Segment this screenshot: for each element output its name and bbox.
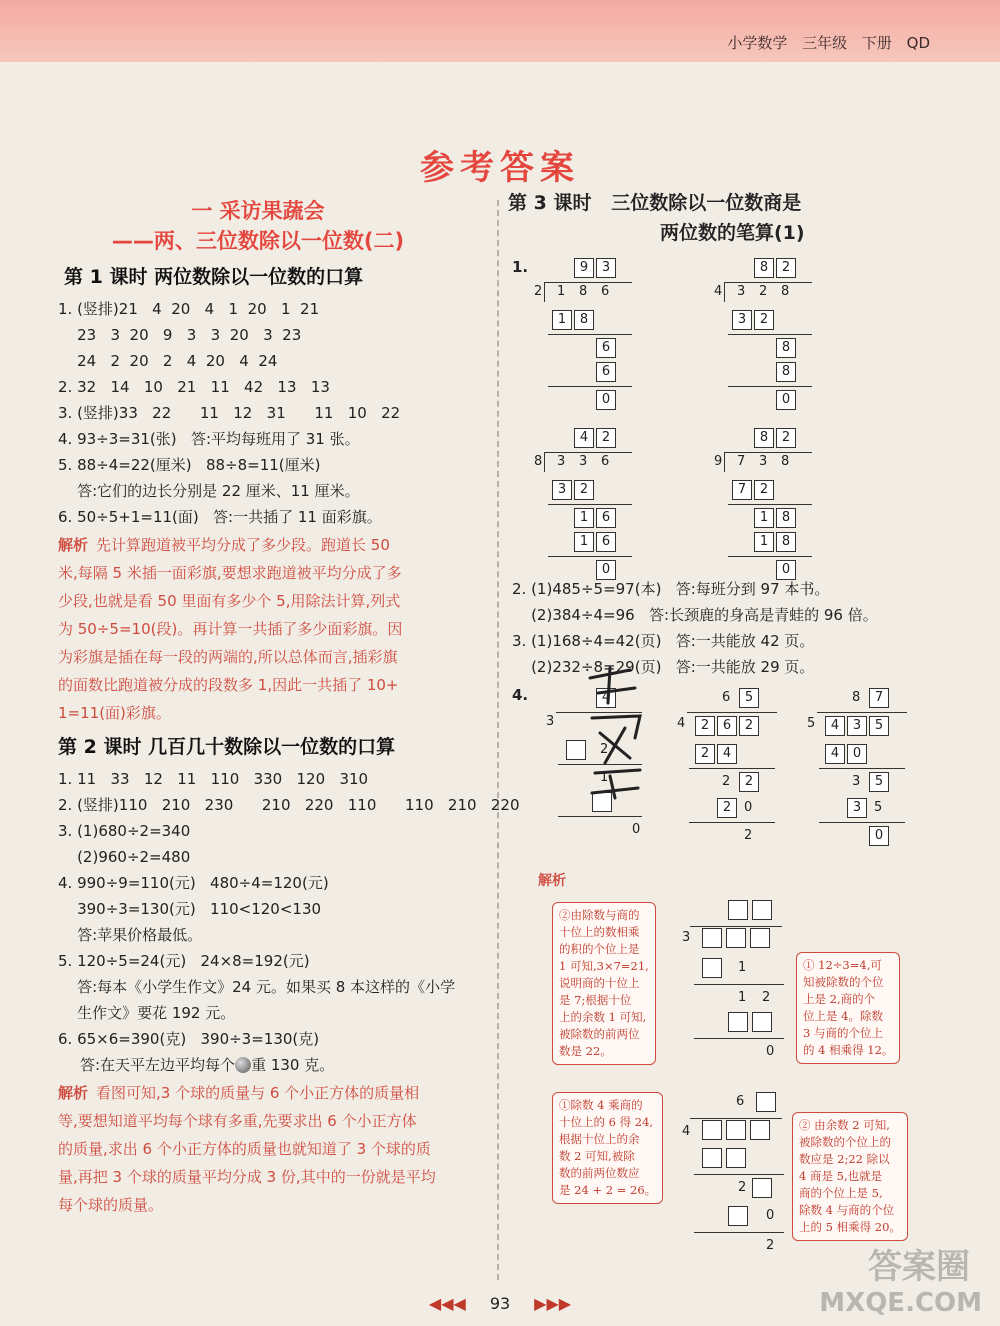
blank-box [726, 928, 746, 948]
dividend-digit: 8 [579, 284, 588, 299]
book-header: 小学数学 三年级 下册 QD [727, 34, 930, 52]
lesson3-title-2: 两位数的笔算(1) [660, 222, 805, 244]
product-box: 4 [825, 744, 845, 764]
division-line [694, 1174, 784, 1175]
digit: 1 [600, 770, 609, 785]
blank-box [752, 1178, 772, 1198]
next-arrows: ▶▶▶ [534, 1294, 572, 1313]
text-line: 等,要想知道平均每个球有多重,先要求出 6 个小正方体 [58, 1112, 417, 1130]
quotient-box: 2 [776, 258, 796, 278]
text-line: 每个球的质量。 [58, 1196, 164, 1214]
dividend-digit: 6 [601, 284, 610, 299]
product-box: 3 [552, 480, 572, 500]
digit: 2 [744, 828, 753, 843]
divisor: 4 [677, 716, 686, 731]
lesson1-note-first [58, 532, 488, 558]
product-box: 1 [574, 532, 594, 552]
answer-text-a: 答:在天平左边平均每个 [80, 1056, 236, 1074]
dividend-box: 2 [739, 716, 759, 736]
blank-box [702, 928, 722, 948]
blank-box [750, 928, 770, 948]
dividend-box: 6 [717, 716, 737, 736]
division-line [817, 712, 907, 713]
product-box: 2 [717, 798, 737, 818]
blank-box [728, 900, 748, 920]
division-line [694, 1038, 784, 1039]
division-bracket [724, 452, 725, 472]
dividend-digit: 6 [601, 454, 610, 469]
text-line: 1=11(面)彩旗。 [58, 704, 171, 722]
division-line [548, 556, 632, 557]
division-line [544, 282, 632, 283]
division-line [728, 334, 812, 335]
text-line: 答:它们的边长分别是 22 厘米、11 厘米。 [58, 482, 360, 500]
remainder-box: 6 [596, 508, 616, 528]
remainder-box: 1 [574, 508, 594, 528]
callout-2: ① 12÷3=4,可 知被除数的个位 上是 2,商的个 位上是 4。除数 3 与商的个位上 的 4 相乘得 12。 [796, 952, 900, 1064]
product-box: 1 [552, 310, 572, 330]
text-line: 3. (1)168÷4=42(页) 答:一共能放 42 页。 [512, 632, 815, 650]
ball-icon [235, 1057, 251, 1073]
divisor: 2 [534, 284, 543, 299]
product-box: 2 [754, 480, 774, 500]
lesson2-title: 第 2 课时 几百几十数除以一位数的口算 [58, 736, 396, 758]
remainder-box: 2 [739, 772, 759, 792]
divisor: 5 [807, 716, 816, 731]
blank-box [756, 1092, 776, 1112]
note-line: 先计算跑道被平均分成了多少段。跑道长 50 [96, 536, 390, 554]
quotient-box: 8 [754, 258, 774, 278]
dividend-digit: 1 [557, 284, 566, 299]
text-line: 6. 50÷5+1=11(面) 答:一共插了 11 面彩旗。 [58, 508, 382, 526]
text-line: 4. 93÷3=31(张) 答:平均每班用了 31 张。 [58, 430, 360, 448]
quotient-box: 3 [596, 258, 616, 278]
division-line [689, 768, 775, 769]
quotient-digit: 8 [852, 690, 861, 705]
text-line: 390÷3=130(元) 110<120<130 [58, 900, 322, 918]
blank-box [752, 900, 772, 920]
dividend-digit: 8 [781, 284, 790, 299]
division-line [690, 926, 782, 927]
digit: 0 [766, 1208, 775, 1223]
division-line [690, 1118, 782, 1119]
dividend-box: 5 [869, 716, 889, 736]
text-line: 4. 990÷9=110(元) 480÷4=120(元) [58, 874, 329, 892]
quotient-box: 4 [574, 428, 594, 448]
answer-text-b: 重 130 克。 [251, 1056, 335, 1074]
column-divider [497, 200, 499, 1280]
digit: 6 [736, 1094, 745, 1109]
dividend-box: 3 [847, 716, 867, 736]
blank-box [702, 958, 722, 978]
digit: 1 [738, 960, 747, 975]
division-bracket [544, 282, 545, 302]
division-line [728, 556, 812, 557]
right-column [508, 188, 958, 248]
text-line: 的质量,求出 6 个小正方体的质量也就知道了 3 个球的质 [58, 1140, 431, 1158]
digit: 0 [632, 822, 641, 837]
product-box: 2 [695, 744, 715, 764]
watermark-url: MXQE.COM [819, 1288, 982, 1318]
text-line: (2)232÷8=29(页) 答:一共能放 29 页。 [512, 658, 815, 676]
division-line [558, 816, 642, 817]
product-box: 6 [596, 362, 616, 382]
division-line [548, 334, 632, 335]
note-label: 解析 [58, 1084, 89, 1102]
blank-box [702, 1148, 722, 1168]
unit-title-2: ——两、三位数除以一位数(二) [111, 229, 405, 253]
division-line [819, 822, 905, 823]
division-line [728, 386, 812, 387]
text-line: 为彩旗是插在每一段的两端的,所以总体而言,插彩旗 [58, 648, 398, 666]
text-line: (2)960÷2=480 [58, 848, 191, 866]
blank-box [726, 1120, 746, 1140]
dividend-digit: 2 [759, 284, 768, 299]
lesson2-answer [80, 1052, 488, 1078]
lesson1-answers [58, 296, 488, 530]
remainder-box: 1 [754, 508, 774, 528]
text-line: 1. (竖排)21 4 20 4 1 20 1 21 [58, 300, 320, 318]
divisor: 8 [534, 454, 543, 469]
final-remainder-box: 0 [596, 390, 616, 410]
top-band [0, 0, 1000, 62]
text-line: 生作文》要花 192 元。 [58, 1004, 236, 1022]
division-line [687, 712, 777, 713]
text-line: (2)384÷4=96 答:长颈鹿的身高是青蛙的 96 倍。 [512, 606, 878, 624]
blank-box [726, 1148, 746, 1168]
digit: 0 [766, 1044, 775, 1059]
lesson3-title-1: 第 3 课时 三位数除以一位数商是 [508, 192, 802, 214]
digit: 2 [600, 742, 609, 757]
callout-1: ②由除数与商的 十位上的数相乘 的积的个位上是 1 可知,3×7=21, 说明商的十位上 是 7;根据十位 上的余数 1 可知, 被除数的前两位 数是 22。 [552, 902, 656, 1065]
q1-label: 1. [512, 258, 529, 276]
dividend-digit: 3 [737, 284, 746, 299]
divisor: 3 [546, 714, 555, 729]
text-line: 24 2 20 2 4 20 4 24 [58, 352, 278, 370]
division-line [548, 504, 632, 505]
division-line [724, 282, 812, 283]
callout-3: ①除数 4 乘商的 十位上的 6 得 24, 根据十位上的余 数 2 可知,被除 数的前两位数应 是 24 + 2 = 26。 [552, 1092, 663, 1204]
product-box: 8 [574, 310, 594, 330]
dividend-box: 4 [825, 716, 845, 736]
product-box: 6 [596, 532, 616, 552]
blank-box [750, 1120, 770, 1140]
blank-box [752, 1012, 772, 1032]
remainder-box: 8 [776, 338, 796, 358]
quotient-box: 2 [776, 428, 796, 448]
final-remainder-box: 0 [776, 390, 796, 410]
blank-box [728, 1012, 748, 1032]
lesson2-note [58, 1108, 488, 1218]
dividend-digit: 3 [557, 454, 566, 469]
divisor: 4 [682, 1124, 691, 1139]
product-box: 3 [847, 798, 867, 818]
text-line: 5. 120÷5=24(元) 24×8=192(元) [58, 952, 310, 970]
blank-box [702, 1120, 722, 1140]
lesson2-note-first [58, 1080, 488, 1106]
product-box: 2 [754, 310, 774, 330]
final-remainder-box: 0 [776, 560, 796, 580]
product-box: 7 [732, 480, 752, 500]
division-line [728, 504, 812, 505]
dividend-digit: 3 [759, 454, 768, 469]
quotient-digit: 6 [722, 690, 731, 705]
quotient-box: 8 [754, 428, 774, 448]
division-bracket [724, 282, 725, 302]
division-line [689, 822, 775, 823]
remainder-box: 5 [869, 772, 889, 792]
product-box: 4 [717, 744, 737, 764]
callout-4: ② 由余数 2 可知, 被除数的个位上的 数应是 2;22 除以 4 商是 5,也就是 商的个位上是 5, 除数 4 与商的个位 上的 5 相乘得 20。 [792, 1112, 908, 1241]
product-box: 0 [847, 744, 867, 764]
text-line: 23 3 20 9 3 3 20 3 23 [58, 326, 302, 344]
quotient-box: 4 [596, 688, 616, 708]
unit-title-1: 一 采访果蔬会 [191, 199, 325, 223]
text-line: 5. 88÷4=22(厘米) 88÷8=11(厘米) [58, 456, 321, 474]
final-remainder-box: 0 [869, 826, 889, 846]
division-line [819, 768, 905, 769]
text-line: 量,再把 3 个球的质量平均分成 3 份,其中的一份就是平均 [58, 1168, 436, 1186]
digit: 3 [852, 774, 861, 789]
divisor: 4 [714, 284, 723, 299]
divisor: 3 [682, 930, 691, 945]
division-line [548, 386, 632, 387]
text-line: 1. 11 33 12 11 110 330 120 310 [58, 770, 369, 788]
product-box: 8 [776, 362, 796, 382]
division-line [694, 984, 784, 985]
division-line [724, 452, 812, 453]
text-line: 答:苹果价格最低。 [58, 926, 203, 944]
text-line: 2. (1)485÷5=97(本) 答:每班分到 97 本书。 [512, 580, 830, 598]
dividend-digit: 7 [737, 454, 746, 469]
final-remainder-box: 0 [596, 560, 616, 580]
quotient-box: 2 [596, 428, 616, 448]
digit: 0 [744, 800, 753, 815]
text-line: 2. (竖排)110 210 230 210 220 110 110 210 220 [58, 796, 520, 814]
dividend-digit: 3 [579, 454, 588, 469]
blank-box [728, 1206, 748, 1226]
lesson2-answers [58, 766, 520, 1052]
text-line: 6. 65×6=390(克) 390÷3=130(克) [58, 1030, 320, 1048]
dividend-box: 2 [695, 716, 715, 736]
text-line: 为 50÷5=10(段)。再计算一共插了多少面彩旗。因 [58, 620, 403, 638]
division-line [544, 452, 632, 453]
product-box: 3 [732, 310, 752, 330]
page-title: 参考答案 [420, 148, 580, 188]
note-line: 看图可知,3 个球的质量与 6 个小正方体的质量相 [96, 1084, 420, 1102]
note-label: 解析 [58, 536, 89, 554]
division-line [694, 1232, 784, 1233]
text-line: 3. (竖排)33 22 11 12 31 11 10 22 [58, 404, 401, 422]
prev-arrows: ◀◀◀ [428, 1294, 466, 1313]
digit: 2 [738, 1180, 747, 1195]
q4-label: 4. [512, 686, 529, 704]
page-number: 93 [489, 1294, 511, 1313]
digit: 5 [874, 800, 883, 815]
text-line: 答:每本《小学生作文》24 元。如果买 8 本这样的《小学 [58, 978, 456, 996]
quotient-box: 7 [869, 688, 889, 708]
text-line: 少段,也就是看 50 里面有多少个 5,用除法计算,列式 [58, 592, 401, 610]
remainder-box: 6 [596, 338, 616, 358]
product-box: 1 [754, 532, 774, 552]
divisor: 9 [714, 454, 723, 469]
lesson1-note [58, 560, 488, 726]
text-line: 的面数比跑道被分成的段数多 1,因此一共插了 10+ [58, 676, 399, 694]
remainder-box: 8 [776, 508, 796, 528]
dividend-digit: 8 [781, 454, 790, 469]
text-line: 3. (1)680÷2=340 [58, 822, 191, 840]
text-line: 2. 32 14 10 21 11 42 13 13 [58, 378, 330, 396]
product-box: 2 [574, 480, 594, 500]
lesson1-title: 第 1 课时 两位数除以一位数的口算 [64, 266, 364, 288]
division-bracket [544, 452, 545, 472]
watermark-text: 答案圈 [868, 1247, 970, 1287]
quotient-box: 5 [739, 688, 759, 708]
digit: 1 [738, 990, 747, 1005]
quotient-box: 9 [574, 258, 594, 278]
product-box: 8 [776, 532, 796, 552]
digit: 2 [762, 990, 771, 1005]
digit: 2 [766, 1238, 775, 1253]
handwriting-scribble [580, 658, 660, 808]
left-column [58, 196, 520, 1220]
text-line: 米,每隔 5 米插一面彩旗,要想求跑道被平均分成了多 [58, 564, 402, 582]
analysis-label: 解析 [538, 873, 566, 889]
digit: 2 [722, 774, 731, 789]
